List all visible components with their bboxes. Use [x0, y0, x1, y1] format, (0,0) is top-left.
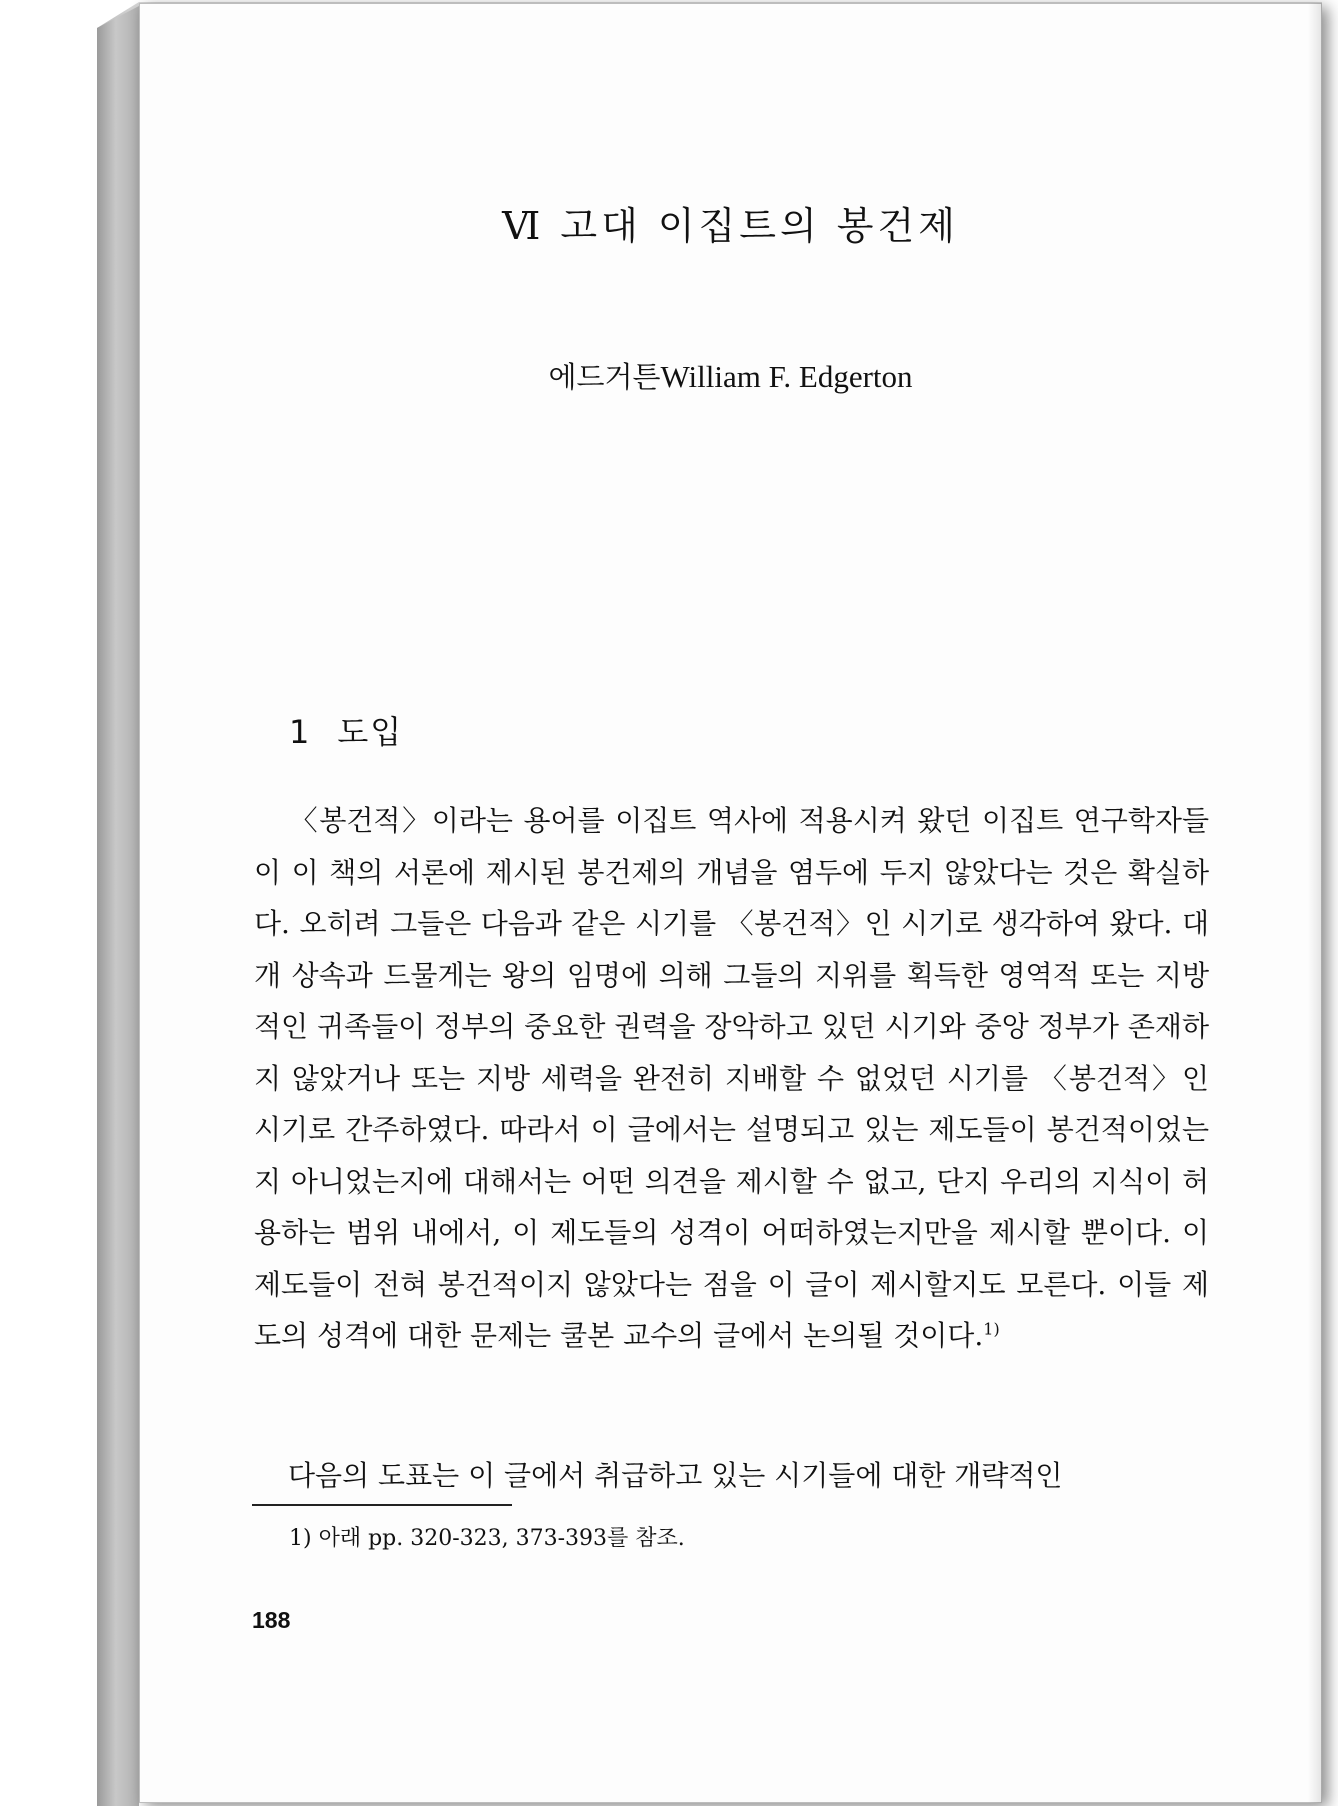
section-heading	[289, 707, 403, 753]
body-paragraph-1-text: 〈봉건적〉이라는 용어를 이집트 역사에 적용시켜 왔던 이집트 연구학자들이 이 책의 서론에 제시된 봉건제의 개념을 염두에 두지 않았다는 것은 확실하다. 오히려 그들은 다음과 같은 시기를 〈봉건적〉인 시기로 생각하여 왔다. 대개 상속과 드물게는 왕의 임명에 의해 그들의 지위를 획득한 영역적 또는 지방적인 귀족들이 정부의 중요한 권력을 장악하고 있던 시기와 중앙 정부가 존재하지 않았거나 또는 지방 세력을 완전히 지배할 수 없었던 시기를 〈봉건적〉인 시기로 간주하였다. 따라서 이 글에서는 설명되고 있는 제도들이 봉건적이었는지 아니었는지에 대해서는 어떤 의견을 제시할 수 없고, 단지 우리의 지식이 허용하는 범위 내에서, 이 제도들의 성격이 어떠하였는지만을 제시할 뿐이다. 이 제도들이 전혀 봉건적이지 않았다는 점을 이 글이 제시할지도 모른다. 이들 제도의 성격에 대한 문제는 쿨본 교수의 글에서 논의될 것이다.	[254, 804, 1209, 1352]
footnote-reference[interactable]: 1)	[983, 1319, 1000, 1339]
chapter-title: Ⅵ 고대 이집트의 봉건제	[502, 204, 959, 248]
section-title: 도입	[337, 713, 404, 751]
book-page	[139, 3, 1322, 1803]
author-name-english: William F. Edgerton	[660, 359, 913, 394]
body-paragraph-2	[254, 1450, 1209, 1502]
body-paragraph-1	[254, 795, 1209, 1362]
author-name-korean: 에드거튼	[548, 360, 661, 394]
footnote-divider	[252, 1504, 512, 1506]
book-spine	[97, 6, 139, 1806]
author-line	[139, 355, 1322, 396]
footnote: 1) 아래 pp. 320-323, 373-393를 참조.	[289, 1526, 685, 1551]
page-edge-shadow	[1308, 3, 1322, 1803]
body-paragraph-2-text: 다음의 도표는 이 글에서 취급하고 있는 시기들에 대한 개략적인	[288, 1459, 1063, 1492]
page-number: 188	[252, 1607, 291, 1633]
section-number: 1	[289, 713, 312, 751]
